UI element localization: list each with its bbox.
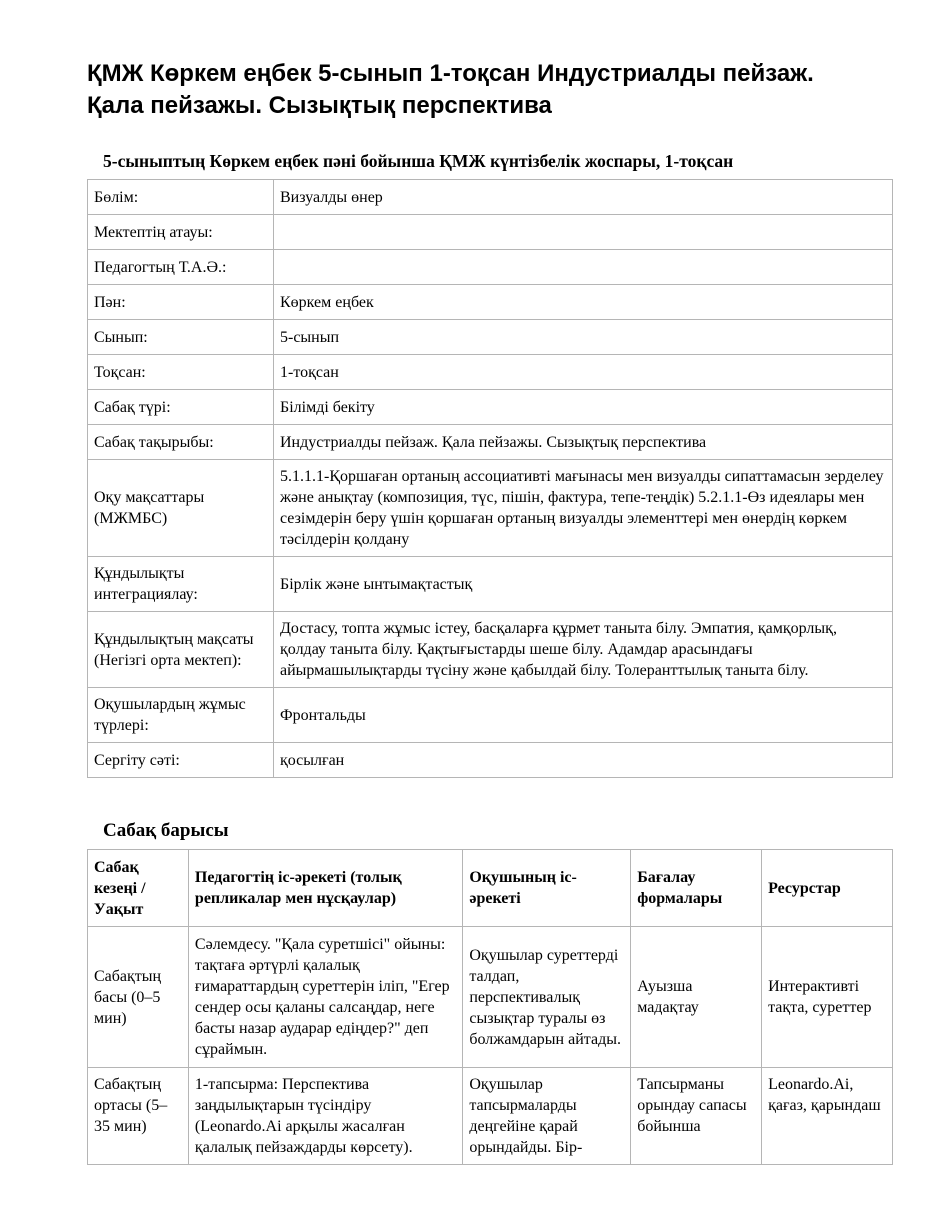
- info-row: [88, 285, 893, 320]
- lesson-row: [88, 927, 893, 1068]
- info-row: [88, 250, 893, 285]
- info-key: Бөлім:: [88, 180, 274, 215]
- info-key: Құндылықты интеграциялау:: [88, 557, 274, 612]
- info-key: Пән:: [88, 285, 274, 320]
- lesson-row: [88, 1068, 893, 1165]
- info-key: Педагогтың Т.А.Ә.:: [88, 250, 274, 285]
- info-value: [274, 250, 893, 285]
- lesson-header-cell: Бағалау формалары: [631, 850, 762, 927]
- page-title: ҚМЖ Көркем еңбек 5-сынып 1-тоқсан Индустриалды пейзаж. Қала пейзажы. Сызықтық перспектива: [87, 60, 814, 119]
- info-value: қосылған: [274, 743, 893, 778]
- lesson-header-cell: Педагогтің іс-әрекеті (толық репликалар мен нұсқаулар): [188, 850, 462, 927]
- info-value: Фронтальды: [274, 688, 893, 743]
- info-value: Индустриалды пейзаж. Қала пейзажы. Сызықтық перспектива: [274, 425, 893, 460]
- info-row: [88, 215, 893, 250]
- info-value: Көркем еңбек: [274, 285, 893, 320]
- lesson-header-row: [88, 850, 893, 927]
- lesson-info-table: [87, 179, 893, 778]
- info-value: Визуалды өнер: [274, 180, 893, 215]
- info-value: Достасу, топта жұмыс істеу, басқаларға құрмет таныта білу. Эмпатия, қамқорлық, қолдау таныта білу. Қақтығыстарды шеше білу. Адамдар арасындағы айырмашылықтарды түсіну және қабылдай білу. Толеранттылық таныта білу.: [274, 612, 893, 688]
- lesson-cell: Сәлемдесу. "Қала суретшісі" ойыны: тақтаға әртүрлі қалалық ғимараттардың суреттерін іліп, "Егер сендер осы қаланы салсаңдар, неге басты назар аударар едіңдер?" деп сұраймын.: [188, 927, 462, 1068]
- lesson-cell: Leonardo.Ai, қағаз, қарындаш: [762, 1068, 893, 1165]
- lesson-cell: Сабақтың ортасы (5–35 мин): [88, 1068, 189, 1165]
- info-key: Оқу мақсаттары (МЖМБС): [88, 460, 274, 557]
- info-row: [88, 612, 893, 688]
- lesson-cell: 1-тапсырма: Перспектива заңдылықтарын түсіндіру (Leonardo.Ai арқылы жасалған қалалық пейзаждарды көрсету).: [188, 1068, 462, 1165]
- info-row: [88, 688, 893, 743]
- info-row: [88, 460, 893, 557]
- info-row: [88, 557, 893, 612]
- info-key: Оқушылардың жұмыс түрлері:: [88, 688, 274, 743]
- lesson-cell: Оқушылар тапсырмаларды деңгейіне қарай орындайды. Бір-: [463, 1068, 631, 1165]
- info-key: Сабақ түрі:: [88, 390, 274, 425]
- info-key: Сабақ тақырыбы:: [88, 425, 274, 460]
- lesson-cell: Ауызша мадақтау: [631, 927, 762, 1068]
- lesson-progress-title: Сабақ барысы: [103, 820, 229, 841]
- info-key: Құндылықтың мақсаты (Негізгі орта мектеп):: [88, 612, 274, 688]
- info-row: [88, 743, 893, 778]
- lesson-header-cell: Ресурстар: [762, 850, 893, 927]
- lesson-cell: Тапсырманы орындау сапасы бойынша: [631, 1068, 762, 1165]
- plan-subtitle: 5-сыныптың Көркем еңбек пәні бойынша ҚМЖ күнтізбелік жоспары, 1-тоқсан: [103, 151, 734, 171]
- lesson-cell: Сабақтың басы (0–5 мин): [88, 927, 189, 1068]
- lesson-header-cell: Оқушының іс-әрекеті: [463, 850, 631, 927]
- info-key: Тоқсан:: [88, 355, 274, 390]
- lesson-progress-table-viewport: [87, 849, 895, 1165]
- info-key: Сергіту сәті:: [88, 743, 274, 778]
- page-cut-border: [87, 1164, 893, 1165]
- info-value: Білімді бекіту: [274, 390, 893, 425]
- lesson-cell: Оқушылар суреттерді талдап, перспективалық сызықтар туралы өз болжамдарын айтады.: [463, 927, 631, 1068]
- lesson-header-cell: Сабақ кезеңі / Уақыт: [88, 850, 189, 927]
- info-value: 5-сынып: [274, 320, 893, 355]
- lesson-progress-table: [87, 849, 893, 1165]
- info-value: Бірлік және ынтымақтастық: [274, 557, 893, 612]
- info-row: [88, 390, 893, 425]
- info-row: [88, 320, 893, 355]
- info-value: 5.1.1.1-Қоршаған ортаның ассоциативті мағынасы мен визуалды сипаттамасын зерделеу және анықтау (композиция, түс, пішін, фактура, тепе-теңдік) 5.2.1.1-Өз идеялары мен сезімдерін беру үшін қоршаған ортаның визуалды элементтері мен өнердің көркем тәсілдерін қолдану: [274, 460, 893, 557]
- lesson-cell: Интерактивті тақта, суреттер: [762, 927, 893, 1068]
- info-value: [274, 215, 893, 250]
- info-row: [88, 355, 893, 390]
- info-key: Сынып:: [88, 320, 274, 355]
- info-key: Мектептің атауы:: [88, 215, 274, 250]
- info-row: [88, 180, 893, 215]
- info-row: [88, 425, 893, 460]
- info-value: 1-тоқсан: [274, 355, 893, 390]
